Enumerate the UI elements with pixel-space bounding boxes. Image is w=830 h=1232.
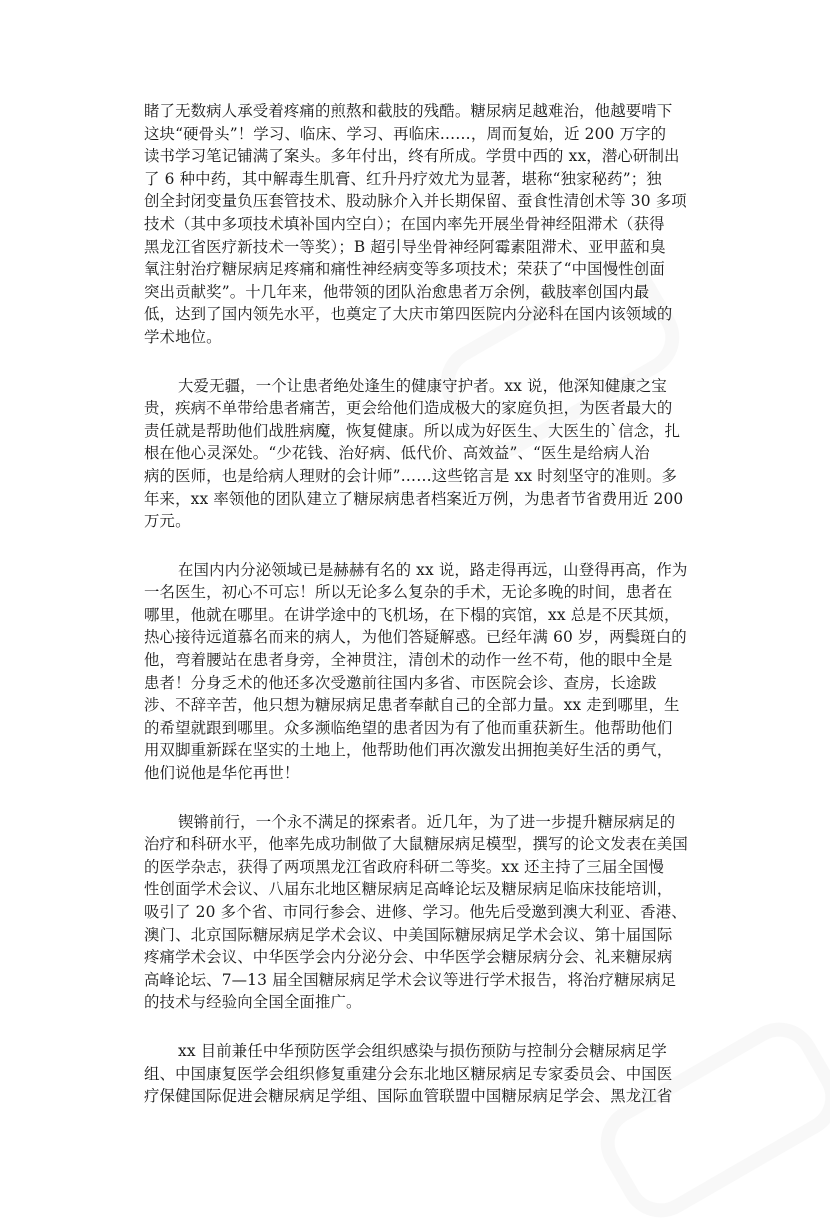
- text-line: 用双脚重新踩在坚实的土地上，他帮助他们再次激发出拥抱美好生活的勇气，: [144, 741, 673, 760]
- text-line: 大爱无疆，一个让患者绝处逢生的健康守护者。xx 说，他深知健康之宝: [178, 376, 667, 395]
- text-line: 黑龙江省医疗新技术一等奖）；B 超引导坐骨神经阿霉素阻滞术、亚甲蓝和臭: [144, 237, 666, 256]
- document-body: [144, 100, 689, 1134]
- text-line: 氧注射治疗糖尿病足疼痛和痛性神经病变等多项技术；荣获了“中国慢性创面: [144, 260, 665, 279]
- text-line: 性创面学术会议、八届东北地区糖尿病足高峰论坛及糖尿病足临床技能培训，: [144, 880, 673, 899]
- text-line: 疗保健国际促进会糖尿病足学组、国际血管联盟中国糖尿病足学会、黑龙江省: [144, 1087, 673, 1106]
- text-line: 学术地位。: [144, 327, 222, 346]
- text-line: 一名医生，初心不可忘！所以无论多么复杂的手术，无论多晚的时间，患者在: [144, 583, 673, 602]
- paragraph: [144, 559, 689, 785]
- text-line: 哪里，他就在哪里。在讲学途中的飞机场，在下榻的宾馆，xx 总是不厌其烦，: [144, 605, 680, 624]
- text-line: 组、中国康复医学会组织修复重建分会东北地区糖尿病足专家委员会、中国医: [144, 1064, 673, 1083]
- text-line: 低，达到了国内领先水平，也奠定了大庆市第四医院内分泌科在国内该领域的: [144, 305, 673, 324]
- text-line: 万元。: [144, 512, 191, 531]
- text-line: 锲锵前行，一个永不满足的探索者。近几年，为了进一步提升糖尿病足的: [178, 812, 676, 831]
- text-line: 的医学杂志，获得了两项黑龙江省政府科研二等奖。xx 还主持了三届全国慢: [144, 857, 665, 876]
- paragraph: [144, 375, 689, 533]
- text-line: 技术（其中多项技术填补国内空白）；在国内率先开展坐骨神经阻滞术（获得: [144, 214, 665, 233]
- text-line: 根在他心灵深处。“少花钱、治好病、低代价、高效益”、“医生是给病人治: [144, 444, 650, 463]
- text-line: 年来，xx 率领他的团队建立了糖尿病患者档案近万例，为患者节省费用近 200: [144, 489, 684, 508]
- paragraph: [144, 1040, 689, 1108]
- text-line: 创全封闭变量负压套管技术、股动脉介入并长期保留、蚕食性清创术等 30 多项: [144, 192, 687, 211]
- paragraph: [144, 811, 689, 1014]
- text-line: 读书学习笔记铺满了案头。多年付出，终有所成。学贯中西的 xx，潜心研制出: [144, 147, 680, 166]
- text-line: xx 目前兼任中华预防医学会组织感染与损伤预防与控制分会糖尿病足学: [178, 1041, 667, 1060]
- text-line: 责任就是帮助他们战胜病魔，恢复健康。所以成为好医生、大医生的`信念，扎: [144, 421, 681, 440]
- text-line: 在国内内分泌领域已是赫赫有名的 xx 说，路走得再远，山登得再高，作为: [178, 560, 688, 579]
- text-line: 的希望就跟到哪里。众多濒临绝望的患者因为有了他而重获新生。他帮助他们: [144, 718, 673, 737]
- text-line: 他，弯着腰站在患者身旁，全神贯注，清创术的动作一丝不苟，他的眼中全是: [144, 651, 673, 670]
- text-line: 疼痛学术会议、中华医学会内分泌分会、中华医学会糖尿病分会、礼来糖尿病: [144, 948, 673, 967]
- text-line: 治疗和科研水平，他率先成功制做了大鼠糖尿病足模型，撰写的论文发表在美国: [144, 835, 688, 854]
- paragraph: [144, 100, 689, 349]
- text-line: 他们说他是华佗再世！: [144, 764, 300, 783]
- text-line: 病的医师，也是给病人理财的会计师”……这些铭言是 xx 时刻坚守的准则。多: [144, 466, 678, 485]
- text-line: 热心接待远道慕名而来的病人，为他们答疑解惑。已经年满 60 岁，两鬓斑白的: [144, 628, 687, 647]
- text-line: 了 6 种中药，其中解毒生肌膏、红升丹疗效尤为显著，堪称“独家秘药”；独: [144, 169, 662, 188]
- text-line: 睹了无数病人承受着疼痛的煎熬和截肢的残酷。糖尿病足越难治，他越要啃下: [144, 102, 673, 120]
- text-line: 这块“硬骨头”！学习、临床、学习、再临床……，周而复始，近 200 万字的: [144, 124, 667, 143]
- text-line: 贵，疾病不单带给患者痛苦，更会给他们造成极大的家庭负担，为医者最大的: [144, 399, 673, 418]
- text-line: 吸引了 20 多个省、市同行参会、进修、学习。他先后受邀到澳大利亚、香港、: [144, 903, 687, 921]
- text-line: 患者！分身乏术的他还多次受邀前往国内多省、市医院会诊、查房，长途跋: [144, 673, 657, 692]
- text-line: 高峰论坛、7—13 届全国糖尿病足学术会议等进行学术报告，将治疗糖尿病足: [144, 970, 677, 989]
- text-line: 涉、不辞辛苦，他只想为糖尿病足患者奉献自己的全部力量。xx 走到哪里，生: [144, 696, 680, 715]
- text-line: 澳门、北京国际糖尿病足学术会议、中美国际糖尿病足学术会议、第十届国际: [144, 925, 673, 944]
- text-line: 的技术与经验向全国全面推广。: [144, 993, 362, 1012]
- text-line: 突出贡献奖”。十几年来，他带领的团队治愈患者万余例，截肢率创国内最: [144, 282, 650, 301]
